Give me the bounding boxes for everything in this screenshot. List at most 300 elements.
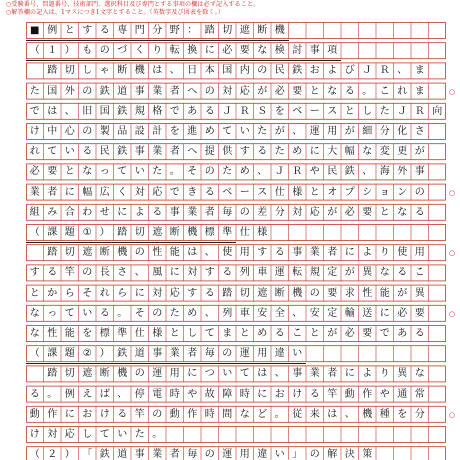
grid-cell: 分 [152, 25, 163, 36]
heading-underline [26, 40, 289, 41]
grid-cell: 要 [414, 307, 425, 319]
grid-cell: 要 [362, 206, 373, 218]
grid-cell: 対 [152, 287, 163, 299]
grid-cell: の [204, 85, 215, 97]
grid-cell: 異 [397, 368, 408, 380]
grid-cell: 鉄 [117, 348, 128, 360]
grid-cell: る [47, 267, 58, 279]
grid-cell: 様 [257, 227, 268, 238]
grid-cell: に [64, 408, 75, 420]
grid-cell: 者 [169, 449, 180, 460]
grid-cell: る [152, 206, 163, 218]
grid-cell: 用 [169, 368, 180, 380]
grid-cell: と [169, 328, 180, 339]
grid-cell: え [82, 388, 93, 400]
grid-cell: と [64, 166, 75, 178]
grid-cell: ら [117, 287, 128, 299]
grid-cell: 題 [64, 227, 75, 238]
grid-cell: に [257, 388, 268, 400]
grid-cell: 踏 [117, 227, 128, 238]
grid-cell: 変 [379, 146, 390, 158]
grid-cell: て [204, 328, 215, 339]
grid-row [26, 264, 446, 281]
grid-cell: 動 [29, 408, 40, 420]
grid-cell: と [379, 206, 390, 218]
grid-cell: 事 [134, 146, 145, 158]
grid-cell: と [29, 287, 40, 299]
grid-row [26, 446, 446, 460]
grid-cell: が [344, 267, 355, 279]
grid-cell: 来 [309, 408, 320, 420]
grid-cell [26, 365, 44, 382]
grid-cell: す [82, 25, 93, 36]
grid-cell: の [309, 449, 320, 460]
grid-cell: 竿 [134, 408, 145, 420]
grid-cell: こ [414, 267, 425, 279]
grid-cell: ー [309, 105, 320, 117]
grid-cell: 断 [257, 25, 268, 36]
grid-row [26, 204, 446, 221]
grid-cell: 業 [152, 85, 163, 97]
grid-cell: 国 [47, 85, 58, 97]
grid-cell: 準 [222, 227, 233, 238]
grid-cell: や [309, 166, 320, 178]
grid-cell: 事 [292, 368, 303, 380]
grid-cell: 能 [64, 328, 75, 339]
grid-cell: 踏 [222, 287, 233, 299]
grid-cell: 業 [152, 449, 163, 460]
grid-cell: 用 [414, 247, 425, 259]
grid-cell: 。 [362, 85, 373, 97]
grid-cell: 故 [204, 388, 215, 400]
grid-cell: ） [64, 449, 75, 460]
grid-cell: 機 [117, 247, 128, 259]
grid-cell: 者 [169, 85, 180, 97]
grid-cell: こ [292, 328, 303, 339]
grid-cell: 大 [327, 146, 338, 158]
grid-row [26, 244, 446, 261]
grid-cell: 規 [134, 105, 145, 117]
grid-cell: よ [362, 247, 373, 259]
grid-row [26, 22, 446, 39]
grid-cell: 常 [414, 388, 425, 400]
grid-cell: は [152, 65, 163, 77]
grid-cell: づ [117, 45, 128, 57]
grid-cell: 計 [152, 126, 163, 137]
grid-cell: を [82, 328, 93, 339]
grid-cell: へ [187, 146, 198, 158]
grid-cell: 進 [187, 126, 198, 137]
grid-cell: み [47, 206, 58, 218]
grid-cell: ２ [47, 449, 58, 460]
grid-cell: が [257, 85, 268, 97]
grid-cell: 外 [397, 166, 408, 178]
grid-cell: 鉄 [117, 105, 128, 117]
grid-cell: の [82, 126, 93, 137]
grid-cell: な [257, 45, 268, 57]
grid-cell: 求 [344, 287, 355, 299]
grid-cell: 違 [257, 449, 268, 460]
grid-cell: 輸 [344, 307, 355, 319]
grid-cell: に [309, 146, 320, 158]
grid-cell: い [274, 449, 285, 460]
grid-cell: 機 [117, 368, 128, 380]
grid-row [26, 325, 446, 342]
grid-cell: り [379, 368, 390, 380]
grid-cell: Ｊ [397, 105, 408, 117]
grid-cell: 用 [239, 247, 250, 259]
grid-cell: け [29, 429, 40, 440]
grid-cell: と [344, 105, 355, 117]
grid-cell: 、 [292, 307, 303, 319]
grid-cell: 障 [222, 388, 233, 400]
grid-cell: 応 [309, 206, 320, 218]
grid-row [26, 123, 446, 140]
grid-cell: る [397, 267, 408, 279]
grid-cell: た [274, 146, 285, 158]
grid-cell: や [379, 388, 390, 400]
grid-cell: 分 [414, 408, 425, 420]
grid-cell: ） [99, 348, 110, 360]
grid-cell: な [82, 166, 93, 178]
grid-cell: 時 [239, 388, 250, 400]
grid-cell: い [82, 307, 93, 319]
grid-cell: 仕 [274, 186, 285, 198]
grid-cell: 、 [204, 247, 215, 259]
grid-cell: 例 [64, 388, 75, 400]
grid-cell: 遮 [82, 368, 93, 380]
grid-cell: 民 [327, 166, 338, 178]
grid-cell: な [29, 328, 40, 339]
grid-cell: と [64, 25, 75, 36]
grid-cell: 検 [274, 45, 285, 57]
grid-cell: 車 [257, 267, 268, 279]
grid-cell: 竿 [327, 388, 338, 400]
grid-cell [26, 62, 44, 79]
grid-cell: Ｊ [274, 166, 285, 178]
grid-cell: 用 [327, 126, 338, 137]
grid-cell: 毎 [204, 348, 215, 360]
grid-cell: る [204, 287, 215, 299]
grid-cell: ま [222, 328, 233, 339]
grid-cell: 準 [117, 328, 128, 339]
grid-cell: 対 [47, 429, 58, 440]
grid-cell: め [257, 328, 268, 339]
grid-cell: Ｊ [362, 65, 373, 77]
grid-cell: 。 [117, 307, 128, 319]
grid-cell: 車 [239, 307, 250, 319]
grid-cell: 切 [64, 368, 75, 380]
grid-cell: っ [47, 307, 58, 319]
grid-cell: 遮 [152, 227, 163, 238]
grid-cell: を [397, 408, 408, 420]
grid-cell: 内 [239, 65, 250, 77]
grid-cell: に [169, 267, 180, 279]
grid-cell: の [134, 247, 145, 259]
grid-cell: 遮 [82, 247, 93, 259]
grid-cell: て [117, 166, 128, 178]
grid-cell: 換 [187, 45, 198, 57]
grid-cell: な [414, 368, 425, 380]
grid-cell: プ [344, 186, 355, 198]
grid-cell: り [379, 247, 390, 259]
grid-cell: め [239, 166, 250, 178]
grid-cell: な [29, 307, 40, 319]
grid-cell: 作 [187, 408, 198, 420]
grid-cell: 性 [47, 328, 58, 339]
grid-cell: 運 [239, 348, 250, 360]
grid-cell: は [47, 105, 58, 117]
grid-cell: 分 [379, 126, 390, 137]
grid-cell: せ [99, 206, 110, 218]
grid-cell: し [187, 328, 198, 339]
grid-cell: っ [99, 166, 110, 178]
grid-cell: い [64, 146, 75, 158]
grid-cell: が [327, 206, 338, 218]
grid-cell: 合 [64, 206, 75, 218]
grid-cell: か [47, 287, 58, 299]
grid-cell: は [327, 408, 338, 420]
grid-cell: 鉄 [99, 449, 110, 460]
grid-cell: と [309, 85, 320, 97]
grid-cell: い [117, 429, 128, 440]
grid-cell: ら [64, 287, 75, 299]
grid-cell: 列 [239, 267, 250, 279]
grid-cell: て [64, 307, 75, 319]
grid-cell: 対 [134, 186, 145, 198]
grid-cell: 安 [257, 307, 268, 319]
grid-cell: お [274, 388, 285, 400]
grid-cell: の [414, 186, 425, 198]
grid-cell: 必 [274, 85, 285, 97]
instruction-note-2: ○解答欄の記入は、1マスにつき1文字とすること。（英数字及び図表を除く。） [6, 9, 225, 16]
grid-cell: と [239, 328, 250, 339]
grid-cell: お [82, 408, 93, 420]
grid-cell: て [47, 146, 58, 158]
grid-cell: こ [379, 85, 390, 97]
grid-cell: す [204, 267, 215, 279]
grid-cell: る [414, 206, 425, 218]
grid-cell: 種 [379, 408, 390, 420]
margin-circle-mark: ○ [448, 410, 456, 419]
grid-cell: の [99, 45, 110, 57]
grid-cell: い [222, 368, 233, 380]
grid-cell: よ [134, 206, 145, 218]
grid-row [26, 406, 446, 423]
grid-cell: た [222, 166, 233, 178]
grid-cell: て [222, 126, 233, 137]
grid-cell: そ [187, 166, 198, 178]
grid-cell: な [362, 146, 373, 158]
grid-cell: に [204, 45, 215, 57]
grid-cell: る [222, 267, 233, 279]
grid-cell: 切 [239, 287, 250, 299]
grid-cell: 遮 [239, 25, 250, 36]
grid-cell: 電 [152, 388, 163, 400]
grid-cell: 者 [204, 206, 215, 218]
grid-cell: た [169, 307, 180, 319]
grid-cell: 性 [362, 287, 373, 299]
grid-cell: 応 [239, 85, 250, 97]
grid-cell: 仕 [239, 227, 250, 238]
grid-cell: 。 [152, 429, 163, 440]
grid-cell: 、 [64, 105, 75, 117]
grid-cell: 停 [134, 388, 145, 400]
margin-circle-mark: ○ [448, 249, 456, 258]
grid-cell: 断 [99, 368, 110, 380]
grid-cell: 機 [134, 65, 145, 77]
grid-cell: も [82, 45, 93, 57]
grid-cell: 要 [362, 328, 373, 339]
grid-cell: は [187, 247, 198, 259]
grid-cell: 品 [117, 126, 128, 137]
grid-cell: し [82, 429, 93, 440]
grid-cell: す [29, 267, 40, 279]
grid-cell: め [292, 146, 303, 158]
grid-cell: 、 [117, 388, 128, 400]
grid-cell: 切 [64, 247, 75, 259]
grid-cell: 更 [397, 146, 408, 158]
grid-cell: あ [397, 328, 408, 339]
grid-cell: 業 [309, 368, 320, 380]
grid-cell: の [204, 166, 215, 178]
grid-cell: 必 [344, 328, 355, 339]
grid-cell: オ [327, 186, 338, 198]
grid-cell: そ [82, 287, 93, 299]
grid-cell: 化 [397, 126, 408, 137]
grid-cell: そ [134, 307, 145, 319]
grid-cell: が [327, 328, 338, 339]
heading-underline [26, 242, 236, 243]
grid-cell: 間 [222, 408, 233, 420]
grid-cell: 必 [397, 307, 408, 319]
grid-cell: 様 [292, 186, 303, 198]
grid-cell: 機 [292, 287, 303, 299]
grid-cell: を [274, 105, 285, 117]
grid-cell: の [239, 206, 250, 218]
grid-cell: 国 [99, 105, 110, 117]
grid-cell: 使 [397, 247, 408, 259]
grid-cell: ゃ [99, 65, 110, 77]
grid-cell: の [309, 287, 320, 299]
grid-cell: の [204, 449, 215, 460]
grid-cell: で [29, 105, 40, 117]
grid-cell: （ [29, 449, 40, 460]
grid-cell: 鉄 [99, 85, 110, 97]
grid-cell: 対 [292, 206, 303, 218]
grid-cell: 要 [47, 166, 58, 178]
grid-cell: た [257, 126, 268, 137]
grid-cell: 供 [222, 146, 233, 158]
grid-cell: 異 [414, 287, 425, 299]
grid-cell: 業 [152, 146, 163, 158]
grid-cell: よ [327, 65, 338, 77]
grid-cell: る [309, 388, 320, 400]
grid-cell: る [99, 307, 110, 319]
grid-row [26, 103, 446, 120]
grid-cell: 標 [99, 328, 110, 339]
grid-cell: 幅 [82, 186, 93, 198]
grid-cell: 安 [309, 307, 320, 319]
grid-cell: 使 [222, 247, 233, 259]
grid-cell: 、 [397, 65, 408, 77]
grid-row [26, 62, 446, 79]
grid-cell: 時 [169, 388, 180, 400]
grid-cell: ■ [30, 25, 40, 36]
grid-cell: 機 [187, 227, 198, 238]
grid-cell: 断 [169, 227, 180, 238]
grid-cell: さ [117, 267, 128, 279]
manuscript-grid [26, 22, 446, 460]
grid-cell: 機 [274, 25, 285, 36]
grid-cell: 性 [152, 247, 163, 259]
grid-cell: 運 [152, 368, 163, 380]
grid-cell: 」 [292, 449, 303, 460]
grid-cell: 遮 [257, 287, 268, 299]
grid-cell: Ｒ [292, 166, 303, 178]
grid-cell: 切 [222, 25, 233, 36]
grid-cell: と [309, 186, 320, 198]
grid-cell: 竿 [64, 267, 75, 279]
grid-cell: 分 [274, 206, 285, 218]
grid-cell: 国 [222, 65, 233, 77]
grid-cell: 事 [309, 45, 320, 57]
grid-cell: 差 [257, 206, 268, 218]
grid-row [26, 285, 446, 302]
margin-circle-mark: ○ [448, 87, 456, 96]
grid-cell: 用 [257, 348, 268, 360]
grid-cell: 事 [134, 85, 145, 97]
grid-cell: 者 [169, 146, 180, 158]
grid-cell: め [204, 126, 215, 137]
grid-row [26, 83, 446, 100]
grid-row [26, 224, 446, 241]
grid-cell: 向 [432, 105, 443, 117]
grid-cell: 運 [222, 449, 233, 460]
grid-cell: 、 [204, 307, 215, 319]
grid-cell: Ｒ [379, 65, 390, 77]
grid-cell: 格 [152, 105, 163, 117]
grid-cell: た [152, 166, 163, 178]
grid-cell: 定 [327, 267, 338, 279]
grid-cell: 踏 [47, 65, 58, 77]
grid-cell: し [362, 105, 373, 117]
grid-cell: 運 [274, 267, 285, 279]
grid-cell: り [152, 45, 163, 57]
grid-cell: 者 [187, 348, 198, 360]
grid-cell: す [239, 146, 250, 158]
grid-cell: 専 [117, 25, 128, 36]
grid-cell: 道 [134, 348, 145, 360]
grid-cell: は [257, 368, 268, 380]
grid-row [26, 143, 446, 160]
grid-cell: 外 [64, 85, 75, 97]
grid-cell: の [222, 348, 233, 360]
grid-cell: る [117, 408, 128, 420]
grid-cell: 必 [344, 206, 355, 218]
grid-cell: る [99, 25, 110, 36]
grid-cell: 切 [64, 65, 75, 77]
grid-cell: い [292, 348, 303, 360]
grid-row [26, 345, 446, 362]
grid-cell: 業 [169, 348, 180, 360]
grid-cell: け [292, 388, 303, 400]
grid-cell: 門 [134, 25, 145, 36]
grid-cell: 事 [292, 247, 303, 259]
grid-cell: 鉄 [117, 146, 128, 158]
grid-cell: わ [82, 206, 93, 218]
grid-cell: へ [187, 85, 198, 97]
